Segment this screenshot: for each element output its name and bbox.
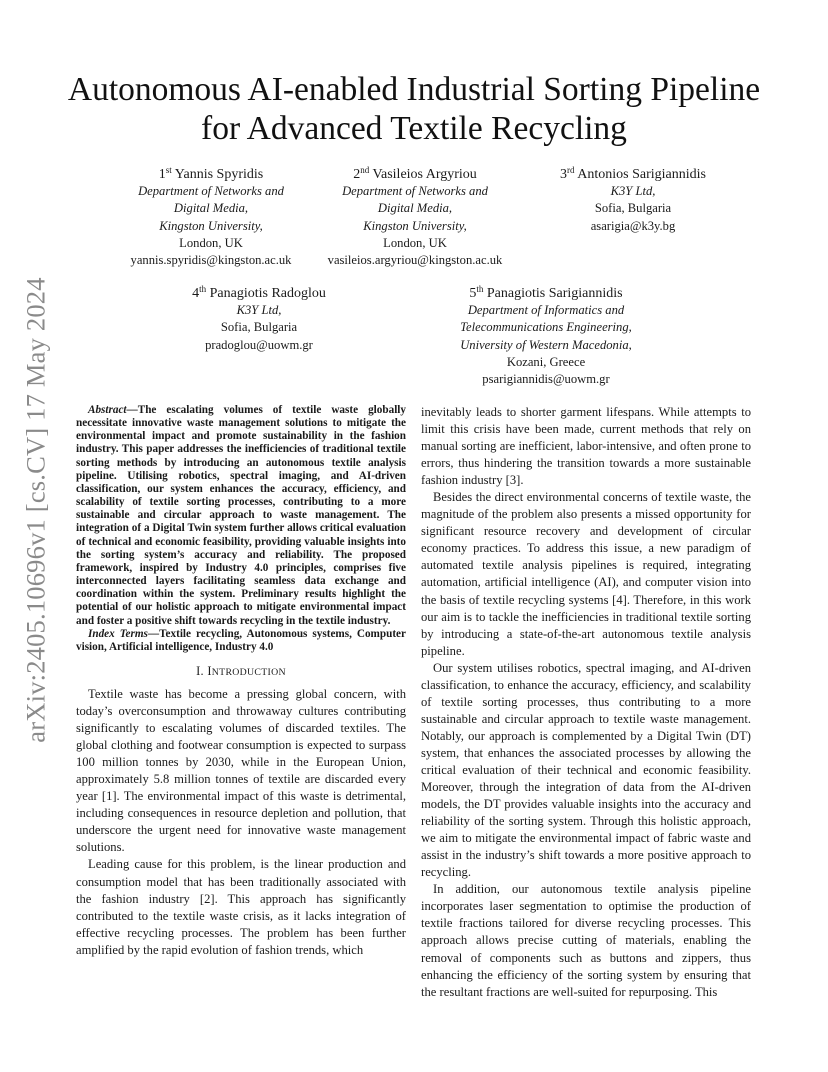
author-affiliation: Department of Networks and [138, 184, 284, 199]
author-affiliation: Digital Media, [377, 201, 453, 216]
abstract-text: —The escalating volumes of textile waste globally necessitate innovative waste management solutions to mitigate the environmental impact and promote sustainability in the fashion industry. This paper addresses the inefficiencies of traditional textile sorting methods by introducing an autonomous textile analysis pipeline. Utilising robotics, spectral imaging, and AI-driven classification, our system enhances the accuracy, efficiency, and scalability of textile sorting processes, contributing to a more sustainable and circular approach to waste management. The integration of a Digital Twin system further allows critical evaluation of technical and economic feasibility, providing valuable insights into the sorting system’s accuracy and reliability. The proposed framework, inspired by Industry 4.0 principles, comprises five interconnected layers facilitating seamless data exchange and coordination within the system. Preliminary results highlight the potential of our holistic approach to mitigate environmental impact and foster a positive shift towards recycling in the textile industry. [76, 404, 406, 627]
author-email: asarigia@k3y.bg [590, 218, 676, 233]
author-email: vasileios.argyriou@kingston.ac.uk [327, 253, 503, 268]
author-location: Sofia, Bulgaria [220, 320, 298, 335]
section-heading-introduction: I. INTRODUCTION [196, 663, 286, 678]
author-block-2 [300, 162, 530, 269]
index-terms [76, 628, 406, 654]
author-affiliation: Department of Informatics and [467, 303, 625, 318]
abstract [76, 404, 406, 628]
author-location: Kozani, Greece [506, 354, 586, 369]
author-block-5 [418, 281, 674, 388]
paragraph: Textile waste has become a pressing global concern, with today’s overconsumption and throwaway cultures contributing significantly to escalating volumes of discarded textiles. The global clothing and footwear consumption is expected to surpass 100 million tonnes by 2030, while in the European Union, approximately 5.8 million tonnes of textile are discarded every year [1]. The environmental impact of this waste is detrimental, including consequences in resource depletion and pollution, that underscore the urgent need for innovative waste management solutions. [76, 687, 406, 855]
author-affiliation: Department of Networks and [342, 184, 488, 199]
author-affiliation: K3Y Ltd, [610, 184, 656, 199]
author-name: 1st Yannis Spyridis [158, 165, 264, 182]
author-location: London, UK [383, 235, 447, 250]
paragraph: In addition, our autonomous textile analysis pipeline incorporates laser segmentation to optimise the production of textile fractions tailored for diverse recycling processes. This approach allows precise cutting of materials, enabling the removal of components such as buttons and zippers, thus enhancing the efficiency of the sorting system by ensuring that the resultant fractions are well-suited for repurposing. This [421, 882, 751, 999]
paragraph: Leading cause for this problem, is the linear production and consumption model that has been traditionally associated with the fashion industry [2]. This approach has significantly contributed to the textile waste crisis, as it lacks integration of effective recycling processes. The problem has been further amplified by the rapid evolution of fashion trends, which [76, 857, 406, 957]
author-affiliation: Digital Media, [173, 201, 249, 216]
arxiv-identifier [16, 240, 56, 780]
abstract-label: Abstract [88, 404, 127, 416]
left-column [76, 404, 406, 959]
author-block-3 [518, 162, 748, 235]
right-column [421, 404, 751, 1001]
paper-title [60, 70, 768, 148]
author-affiliation: Kingston University, [159, 218, 263, 233]
author-name: 2nd Vasileios Argyriou [353, 165, 477, 182]
author-email: pradoglou@uowm.gr [205, 337, 313, 352]
author-affiliation: K3Y Ltd, [236, 303, 282, 318]
author-name: 5th Panagiotis Sarigiannidis [469, 284, 623, 301]
index-terms-label: Index Terms [88, 627, 148, 640]
paragraph: inevitably leads to shorter garment lifespans. While attempts to limit this crisis have been made, current methods that rely on manual sorting are inefficient, labor-intensive, and often prone to errors, thus hindering the transition towards a more sustainable fashion industry [3]. [421, 405, 751, 488]
paragraph: Our system utilises robotics, spectral imaging, and AI-driven classification, to enhance the accuracy, efficiency, and scalability of textile sorting processes, thus contributing to a more sustainable and circular approach to textile waste management. Notably, our approach is complemented by a Digital Twin (DT) system, that enhances the associated processes by allowing the critical evaluation of their technical and economic feasibility. Moreover, through the integration of data from the AI-driven models, the DT provides valuable insights into the accuracy and reliability of the sorting system. Through this holistic approach, we aim to mitigate the environmental impact of fabric waste and assist in the industry’s shift towards a more positive approach to recycling. [421, 660, 751, 880]
paragraph: Besides the direct environmental concerns of textile waste, the magnitude of the problem also presents a missed opportunity for significant resource recovery and development of circular economy practices. To address this issue, a new paradigm of automated textile analysis pipelines is required, integrating automation, artificial intelligence (AI), and computer vision into the basis of textile recycling systems [4]. Therefore, in this work our aim is to tackle the inefficiencies in traditional textile sorting by introducing a state-of-the-art autonomous textile analysis pipeline. [421, 490, 751, 658]
title-line-1: Autonomous AI-enabled Industrial Sorting Pipeline [67, 71, 761, 108]
author-email: psarigiannidis@uowm.gr [482, 372, 610, 387]
author-affiliation: University of Western Macedonia, [460, 337, 632, 352]
author-affiliation: Kingston University, [363, 218, 467, 233]
author-name: 3rd Antonios Sarigiannidis [560, 165, 706, 182]
author-block-4 [144, 281, 374, 354]
title-line-2: for Advanced Textile Recycling [201, 110, 627, 147]
author-email: yannis.spyridis@kingston.ac.uk [130, 253, 292, 268]
index-terms-text: —Textile recycling, Autonomous systems, Computer vision, Artificial intelligence, Industry 4.0 [76, 627, 406, 653]
author-name: 4th Panagiotis Radoglou [192, 284, 326, 301]
author-affiliation: Telecommunications Engineering, [460, 320, 632, 335]
author-location: London, UK [179, 235, 243, 250]
author-location: Sofia, Bulgaria [594, 201, 672, 216]
author-block-1 [96, 162, 326, 269]
arxiv-identifier-text: arXiv:2405.10696v1 [cs.CV] 17 May 2024 [20, 277, 51, 743]
